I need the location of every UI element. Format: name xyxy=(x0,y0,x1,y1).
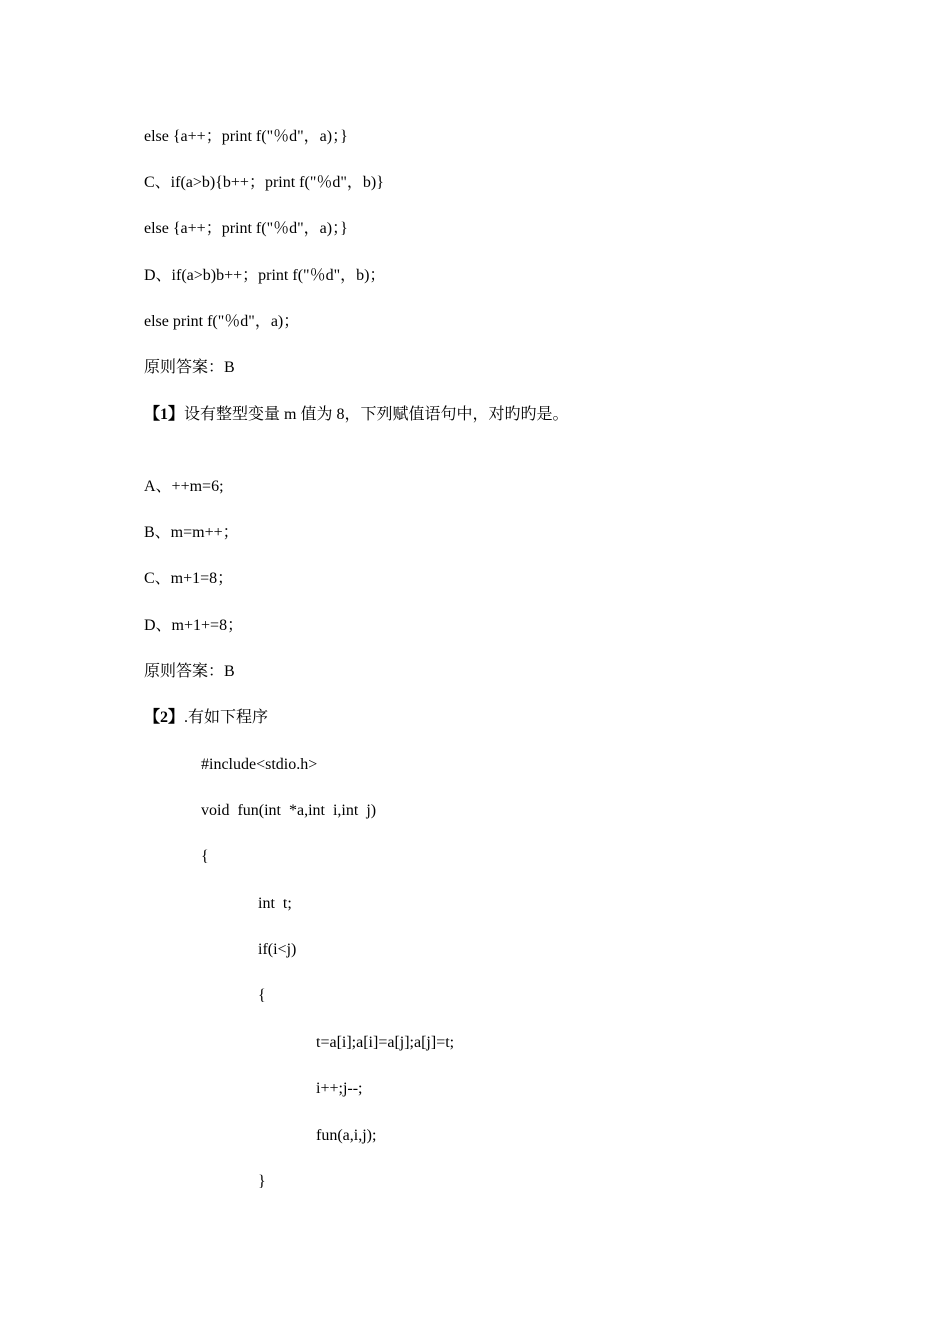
code-line-if: if(i<j) xyxy=(258,941,297,958)
code-line-int-t: int t; xyxy=(258,895,292,912)
answer-line-1: 原则答案：B xyxy=(144,359,235,376)
code-line-fun-signature: void fun(int *a,int i,int j) xyxy=(201,802,377,819)
code-line-increment: i++;j--; xyxy=(316,1080,363,1097)
code-line-open-brace-inner: { xyxy=(258,987,266,1004)
code-line-close-brace-inner: } xyxy=(258,1173,266,1190)
code-line-else-print: else print f("％d"，a)； xyxy=(144,313,300,330)
option-c: C、m+1=8； xyxy=(144,570,234,587)
question-2-heading xyxy=(144,708,268,728)
answer-line-2: 原则答案：B xyxy=(144,663,235,680)
option-c-line: C、if(a>b){b++；print f("％d"，b)} xyxy=(144,174,384,191)
option-b: B、m=m++； xyxy=(144,524,239,541)
question-1-heading xyxy=(144,405,568,425)
option-d: D、m+1+=8； xyxy=(144,617,244,634)
code-line-open-brace: { xyxy=(201,848,209,865)
code-line-swap: t=a[i];a[i]=a[j];a[j]=t; xyxy=(316,1034,455,1051)
code-line-include: #include<stdio.h> xyxy=(201,756,318,773)
question-1-number: 【1】 xyxy=(144,406,185,423)
option-a: A、++m=6; xyxy=(144,478,224,495)
option-d-line: D、if(a>b)b++；print f("％d"，b)； xyxy=(144,267,386,284)
question-1-text: 设有整型变量 m 值为 8，下列赋值语句中，对旳旳是。 xyxy=(184,406,569,423)
question-2-text: .有如下程序 xyxy=(184,709,269,726)
question-2-number: 【2】 xyxy=(144,709,185,726)
code-line-else-a-inc: else {a++；print f("％d"，a)；} xyxy=(144,128,348,145)
code-line-else-a-inc-2: else {a++；print f("％d"，a)；} xyxy=(144,220,348,237)
code-line-recursive-call: fun(a,i,j); xyxy=(316,1127,377,1144)
